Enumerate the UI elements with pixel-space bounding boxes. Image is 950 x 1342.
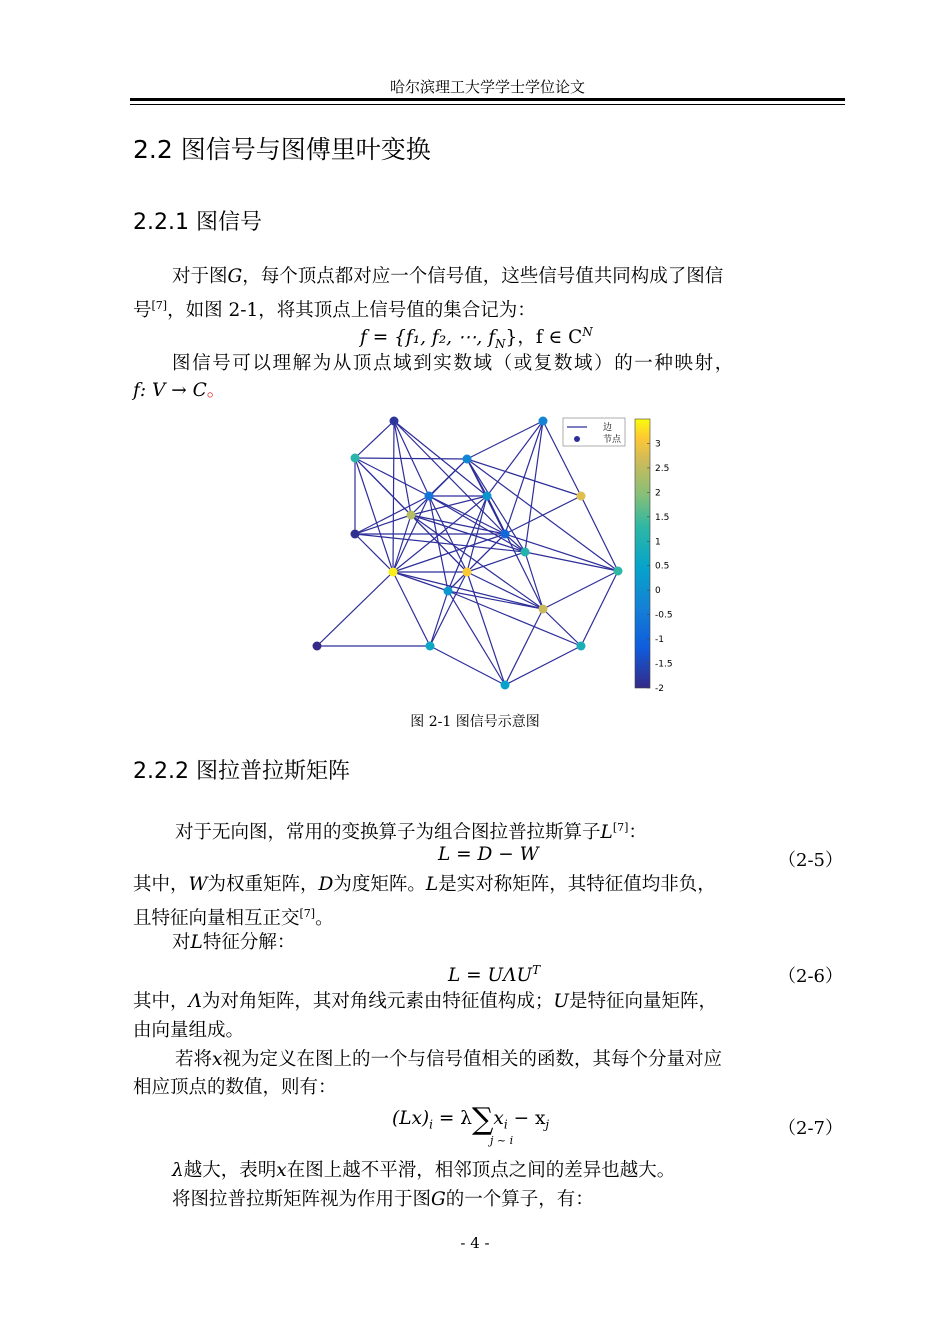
colorbar-tick-label: -1.5 xyxy=(655,659,673,670)
graph-edge xyxy=(467,552,525,572)
graph-edge xyxy=(543,609,581,646)
graph-edge xyxy=(448,591,505,685)
eq-sub: N xyxy=(495,336,506,351)
graph-edge xyxy=(393,572,543,609)
graph-edge xyxy=(581,496,618,571)
graph-edge xyxy=(355,534,393,572)
colorbar-tick-label: 0 xyxy=(655,586,661,597)
para1-line1 xyxy=(172,262,723,291)
citation[interactable]: [7] xyxy=(612,821,629,834)
text: 其中， xyxy=(133,874,189,895)
math-L: L xyxy=(425,874,439,895)
graph-node xyxy=(463,568,472,577)
legend-node-label: 节点 xyxy=(603,435,622,445)
text: 。 xyxy=(315,908,334,930)
graph-node xyxy=(313,642,322,651)
graph-node xyxy=(463,455,472,464)
graph-edge xyxy=(448,591,543,609)
graph-edge xyxy=(430,591,448,646)
graph-edge xyxy=(505,421,543,534)
running-header: 哈尔滨理工大学学士学位论文 xyxy=(389,78,585,96)
graph-node xyxy=(425,492,434,501)
math-L: L xyxy=(190,932,203,953)
graph-node xyxy=(351,454,360,463)
graph-node xyxy=(539,417,548,426)
graph-edge xyxy=(581,571,618,646)
para2-line1: 图信号可以理解为从顶点域到实数域（或复数域）的一种映射， xyxy=(172,353,735,374)
text: 其中， xyxy=(133,991,189,1012)
para7-line2: 相应顶点的数值，则有： xyxy=(133,1077,337,1098)
math-mapping: f: V → C xyxy=(133,380,207,401)
graph-node xyxy=(426,642,435,651)
eq-part: (Lx) xyxy=(392,1108,430,1129)
colorbar-tick-label: -2 xyxy=(655,684,664,694)
text: 若将 xyxy=(175,1049,213,1070)
text: 在图上越不平滑，相邻顶点之间的差异也越大。 xyxy=(286,1160,676,1181)
graph-node xyxy=(407,511,416,520)
eq-part: }，f ∈ C xyxy=(505,327,583,349)
para2-line2 xyxy=(133,376,225,405)
eq-part: − x xyxy=(507,1108,546,1129)
equation-number-2-6: （2-6） xyxy=(778,966,843,987)
eq-part: f = {f₁, f₂, ⋯, f xyxy=(360,327,496,349)
sum-symbol: ∑ xyxy=(472,1102,494,1137)
text: 。 xyxy=(206,380,226,401)
colorbar-tick-label: 1 xyxy=(655,537,661,548)
colorbar-tick-label: 3 xyxy=(655,439,661,450)
colorbar xyxy=(635,419,650,688)
equation-number-2-7: （2-7） xyxy=(778,1118,843,1139)
eq-sup: N xyxy=(582,325,593,339)
para4-line1 xyxy=(133,870,716,899)
graph-node xyxy=(501,681,510,690)
page-number: - 4 - xyxy=(460,1234,490,1252)
colorbar-tick-label: -0.5 xyxy=(655,610,673,621)
header-rule-thick xyxy=(130,98,845,101)
math-W: W xyxy=(188,874,208,895)
math-G: G xyxy=(431,1189,446,1210)
text: 视为定义在图上的一个与信号值相关的函数，其每个分量对应 xyxy=(222,1049,722,1070)
text: 是特征向量矩阵， xyxy=(569,991,718,1012)
graph-edge xyxy=(393,515,411,572)
eq-part: x xyxy=(493,1108,504,1129)
text: 且特征向量相互正交 xyxy=(133,908,300,930)
graph-node xyxy=(521,548,530,557)
eq-part: = λ xyxy=(433,1108,472,1129)
equation-2-7 xyxy=(392,1104,549,1140)
text: 将图拉普拉斯矩阵视为作用于图 xyxy=(172,1189,432,1210)
graph-edge xyxy=(505,646,581,685)
math-x: x xyxy=(276,1160,287,1181)
graph-node xyxy=(501,530,510,539)
graph-node xyxy=(389,568,398,577)
eq-part: L = UΛU xyxy=(448,965,533,987)
graph-edge xyxy=(355,496,429,534)
subsection-title-2: 2.2.2 图拉普拉斯矩阵 xyxy=(133,759,350,784)
graph-edge xyxy=(355,458,467,459)
graph-edge xyxy=(525,552,618,571)
subsection-title-1: 2.2.1 图信号 xyxy=(133,210,262,235)
text: 号 xyxy=(133,300,152,322)
graph-node xyxy=(483,492,492,501)
text: 为度矩阵。 xyxy=(333,874,426,895)
math-x: x xyxy=(212,1049,223,1070)
citation[interactable]: [7] xyxy=(151,299,168,312)
text: 的一个算子，有： xyxy=(445,1189,594,1210)
graph-edge xyxy=(543,571,618,609)
text: 越大，表明 xyxy=(183,1160,277,1181)
equation-number-2-5: （2-5） xyxy=(778,850,843,871)
colorbar-tick-label: 0.5 xyxy=(655,561,670,572)
graph-edge xyxy=(317,572,393,646)
citation[interactable]: [7] xyxy=(299,907,316,920)
graph-edge xyxy=(355,421,394,458)
colorbar-tick-label: 2.5 xyxy=(655,463,670,474)
para7-line1 xyxy=(175,1045,722,1074)
graph-node xyxy=(539,605,548,614)
graph-node xyxy=(351,530,360,539)
graph-node xyxy=(577,642,586,651)
graph-node xyxy=(390,417,399,426)
graph-signal-figure xyxy=(305,410,673,700)
graph-edge xyxy=(355,515,411,534)
colorbar-ticks xyxy=(647,439,673,694)
math-U: U xyxy=(553,991,569,1012)
eq-sub: i xyxy=(503,1117,508,1132)
equation-2-5: L = D − W xyxy=(438,844,539,865)
colorbar-tick-label: 1.5 xyxy=(655,512,670,523)
header-rule-thin xyxy=(130,104,845,105)
para5 xyxy=(172,928,295,957)
math-G: G xyxy=(227,266,243,287)
para6-line1 xyxy=(133,987,717,1016)
legend-edge-label: 边 xyxy=(603,423,613,433)
para8 xyxy=(172,1156,675,1185)
colorbar-tick-label: -1 xyxy=(655,635,664,646)
text: 对于无向图，常用的变换算子为组合图拉普拉斯算子 xyxy=(175,822,601,844)
text: 对于图 xyxy=(172,266,228,287)
eq-sub: i xyxy=(429,1117,433,1132)
graph-edge xyxy=(525,552,543,609)
eq-sup: T xyxy=(532,963,541,977)
legend-node-marker xyxy=(574,436,580,442)
math-Lambda: Λ xyxy=(188,991,202,1012)
text: ，如图 2-1，将其顶点上信号值的集合记为： xyxy=(167,300,536,322)
figure-caption: 图 2-1 图信号示意图 xyxy=(410,714,540,730)
graph-node xyxy=(577,492,586,501)
colorbar-tick-label: 2 xyxy=(655,488,661,499)
text: 为权重矩阵， xyxy=(207,874,319,895)
graph-edge xyxy=(487,496,543,609)
graph-node xyxy=(444,587,453,596)
math-D: D xyxy=(318,874,334,895)
text: 为对角矩阵，其对角线元素由特征值构成； xyxy=(201,991,554,1012)
eq-sub: j xyxy=(545,1117,550,1132)
text: 是实对称矩阵，其特征值均非负， xyxy=(438,874,716,895)
math-lambda: λ xyxy=(172,1160,184,1181)
sum-index: j ~ i xyxy=(490,1134,514,1147)
text: 对 xyxy=(172,932,191,953)
text: ： xyxy=(628,822,647,844)
math-L: L xyxy=(600,822,613,844)
graph-edge xyxy=(505,609,543,685)
text: ，每个顶点都对应一个信号值，这些信号值共同构成了图信 xyxy=(242,266,724,287)
graph-node xyxy=(614,567,623,576)
para6-line2: 由向量组成。 xyxy=(133,1020,245,1041)
text: 特征分解： xyxy=(202,932,296,953)
section-title: 2.2 图信号与图傅里叶变换 xyxy=(133,135,431,164)
equation-2-6 xyxy=(448,956,540,990)
para3 xyxy=(175,813,647,847)
para9 xyxy=(172,1185,594,1214)
